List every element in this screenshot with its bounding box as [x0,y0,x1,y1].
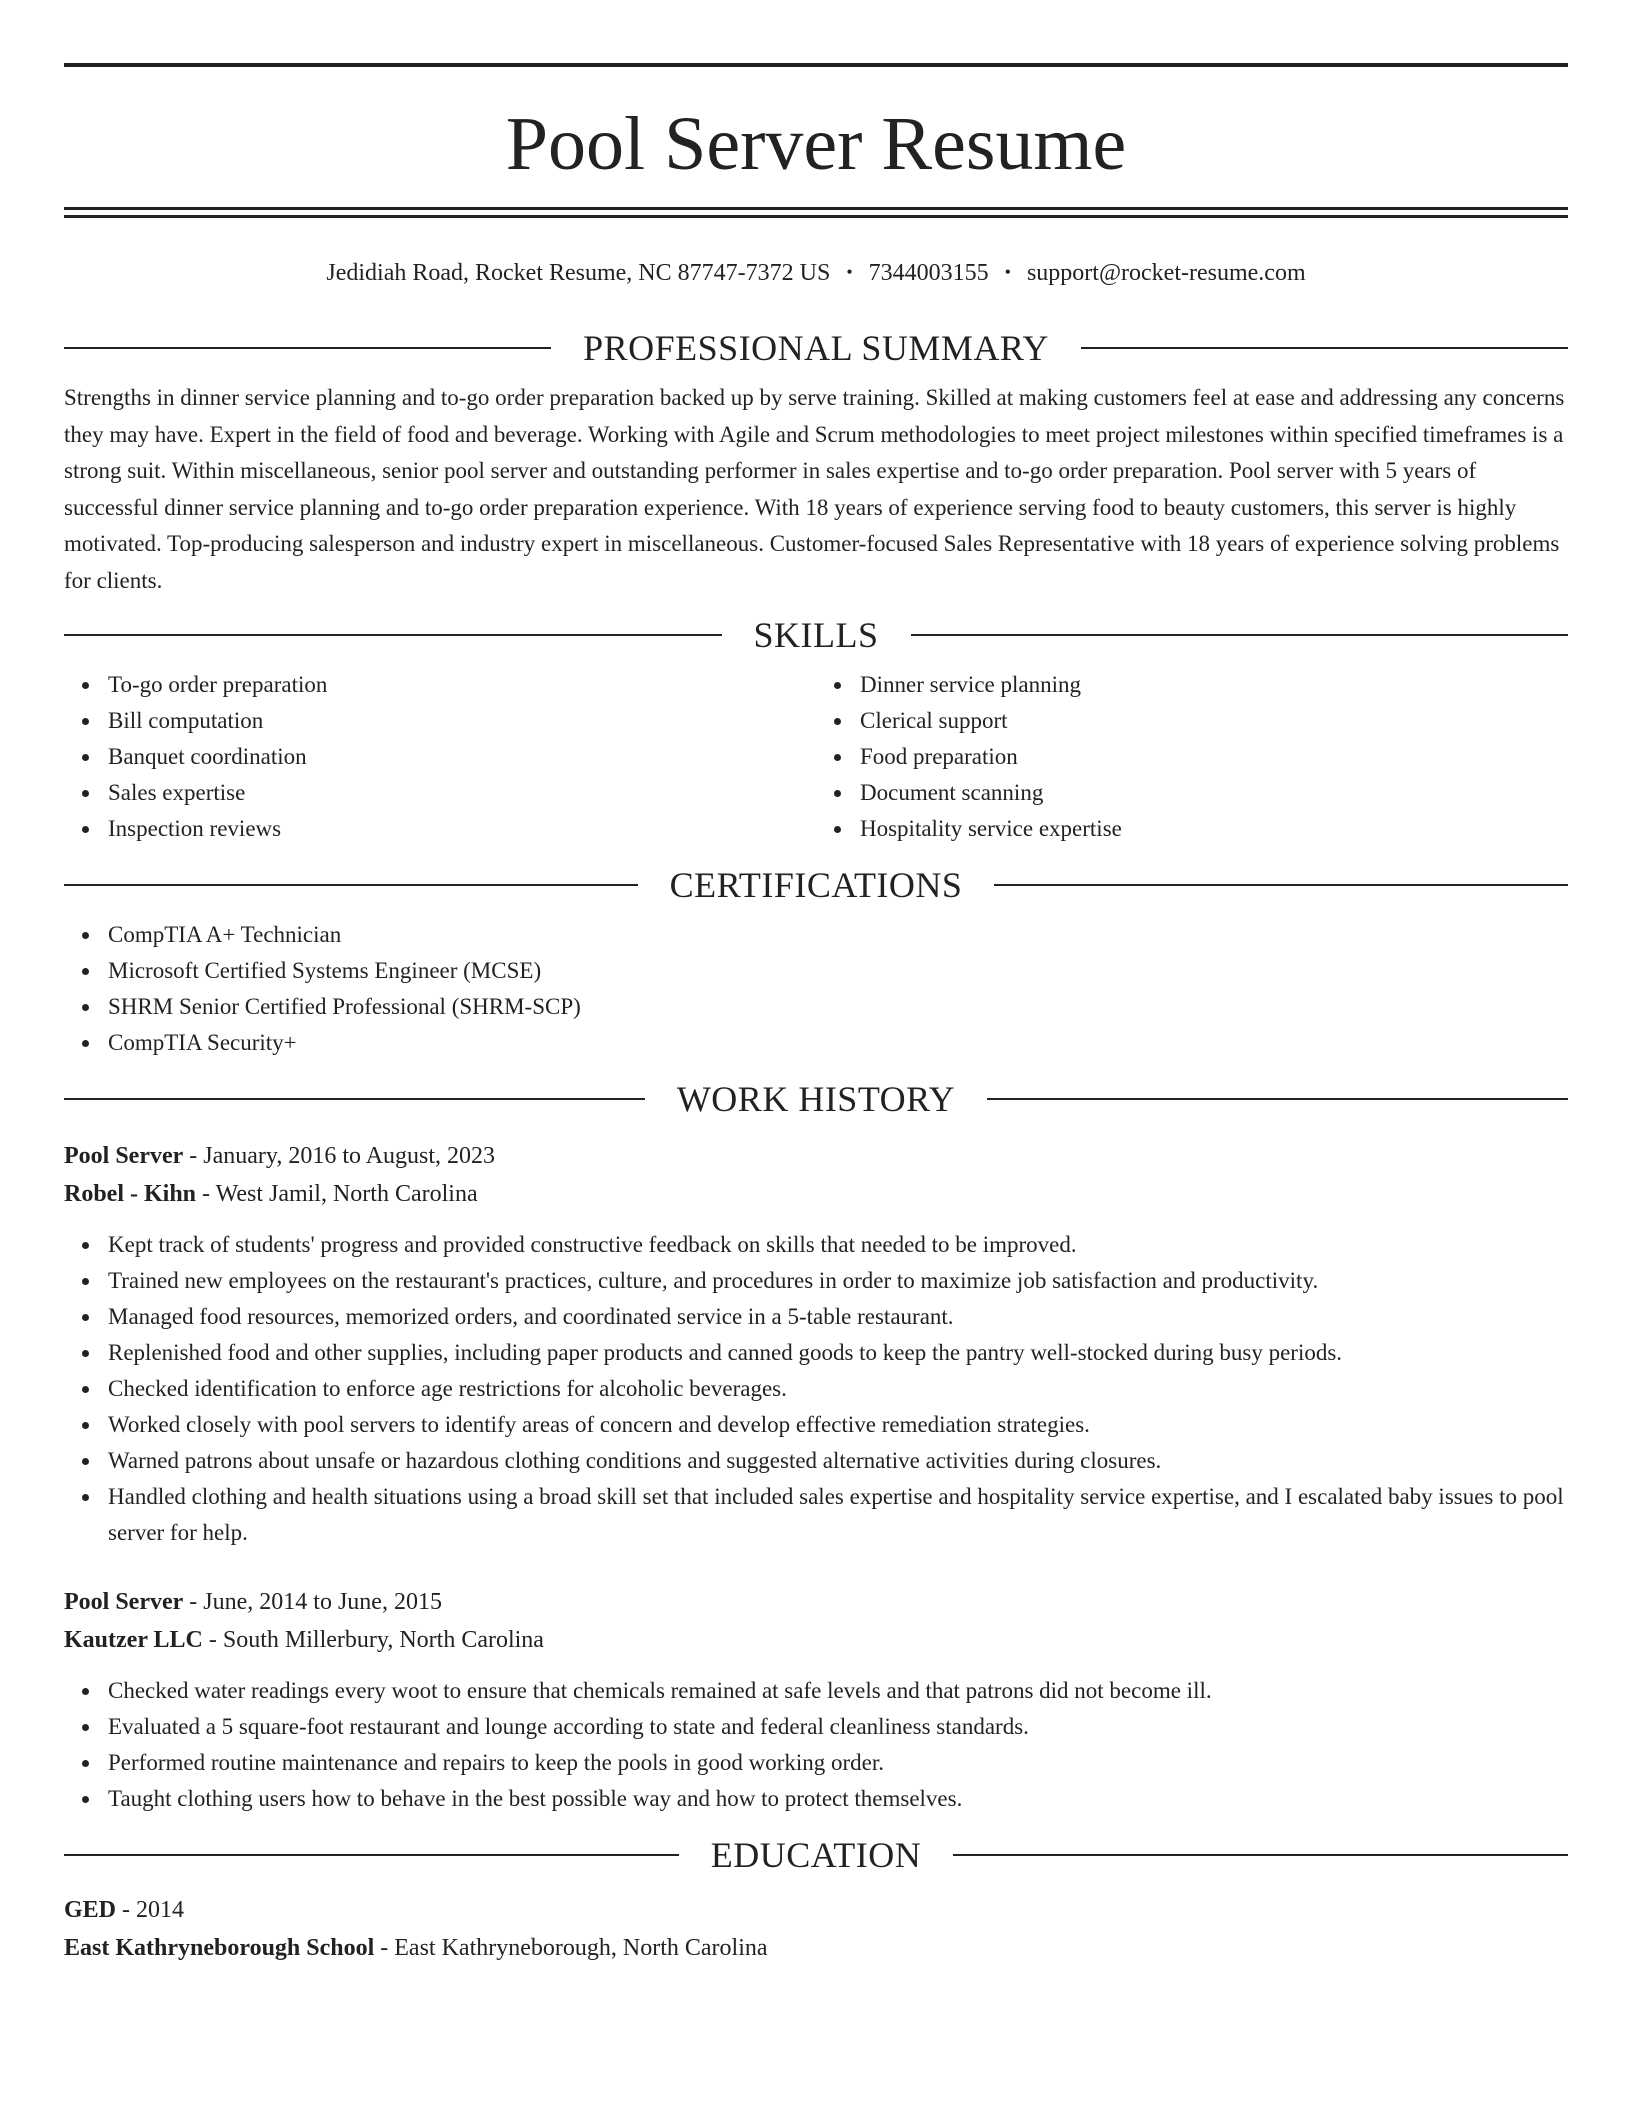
skill-item: Food preparation [860,739,1568,775]
heading-rule [64,1854,679,1856]
contact-phone: 7344003155 [868,260,989,286]
heading-rule [64,1098,645,1100]
certification-item: CompTIA A+ Technician [108,917,1568,953]
certification-item: CompTIA Security+ [108,1025,1568,1061]
contact-line [64,256,1568,288]
contact-separator: • [1004,262,1011,282]
section-title-summary: PROFESSIONAL SUMMARY [583,328,1049,368]
education-year: - 2014 [116,1897,185,1923]
job-bullet: Checked identification to enforce age restrictions for alcoholic beverages. [108,1371,1568,1407]
resume-title: Pool Server Resume [505,102,1127,186]
job-company-line [64,1621,1568,1659]
section-title-education: EDUCATION [710,1835,922,1875]
heading-rule [1081,347,1568,349]
heading-rule [911,634,1569,636]
summary-text: Strengths in dinner service planning and to-go order preparation backed up by serve training. Skilled at making customers feel at ease and addressing any concerns they may have. Expert in the field of food and beverage. Working with Agile and Scrum methodologies to meet project milestones within specified timeframes is a strong suit. Within miscellaneous, senior pool server and outstanding performer in sales expertise and to-go order preparation. Pool server with 5 years of successful dinner service planning and to-go order preparation experience. With 18 years of experience serving food to beauty customers, this server is highly motivated. Top-producing salesperson and industry expert in miscellaneous. Customer-focused Sales Representative with 18 years of experience solving problems for clients. [64,385,1565,593]
contact-address: Jedidiah Road, Rocket Resume, NC 87747-7372 US [326,260,831,286]
heading-rule [987,1098,1568,1100]
top-rule [64,63,1568,67]
skills-column-left [64,667,816,847]
job-company: Robel - Kihn [64,1181,197,1207]
skill-item: Document scanning [860,775,1568,811]
job-bullet: Managed food resources, memorized orders, and coordinated service in a 5-table restaurant. [108,1299,1568,1335]
job-bullet: Worked closely with pool servers to identify areas of concern and develop effective remediation strategies. [108,1407,1568,1443]
section-heading-summary [64,326,1568,370]
job-bullet: Checked water readings every woot to ensure that chemicals remained at safe levels and that patrons did not become ill. [108,1673,1568,1709]
job-bullet: Trained new employees on the restaurant's practices, culture, and procedures in order to maximize job satisfaction and productivity. [108,1263,1568,1299]
job-bullet: Taught clothing users how to behave in the best possible way and how to protect themselves. [108,1781,1568,1817]
skill-item: Banquet coordination [108,739,816,775]
section-heading-work [64,1077,1568,1121]
resume-page [64,0,1568,1967]
heading-rule [953,1854,1568,1856]
job-company: Kautzer LLC [64,1627,203,1653]
education-degree-line [64,1891,1568,1929]
heading-rule [64,347,551,349]
skill-item: Sales expertise [108,775,816,811]
job-bullet: Evaluated a 5 square-foot restaurant and lounge according to state and federal cleanliness standards. [108,1709,1568,1745]
contact-email: support@rocket-resume.com [1026,260,1306,286]
certifications-list [64,917,1568,1061]
job-bullets [64,1227,1568,1551]
heading-rule [994,884,1568,886]
skill-item: Dinner service planning [860,667,1568,703]
skill-item: Clerical support [860,703,1568,739]
job-company-line [64,1175,1568,1213]
job-dates: - June, 2014 to June, 2015 [183,1589,442,1615]
skill-item: Hospitality service expertise [860,811,1568,847]
job-dates: - January, 2016 to August, 2023 [183,1143,496,1169]
job-title-line [64,1583,1568,1621]
job-bullets [64,1673,1568,1817]
job-bullet: Handled clothing and health situations using a broad skill set that included sales expertise and hospitality service expertise, and I escalated baby issues to pool server for help. [108,1479,1568,1551]
contact-separator: • [846,262,853,282]
skill-item: Inspection reviews [108,811,816,847]
job-bullet: Warned patrons about unsafe or hazardous clothing conditions and suggested alternative activities during closures. [108,1443,1568,1479]
title-double-rule [64,207,1568,218]
job-title: Pool Server [64,1589,184,1615]
heading-rule [64,884,638,886]
section-title-certifications: CERTIFICATIONS [669,865,963,905]
job-location: - West Jamil, North Carolina [196,1181,478,1207]
job-title-line [64,1137,1568,1175]
education-degree: GED [64,1897,117,1923]
job-entry [64,1583,1568,1817]
job-bullet: Replenished food and other supplies, including paper products and canned goods to keep the pantry well-stocked during busy periods. [108,1335,1568,1371]
heading-rule [64,634,722,636]
skills-list [64,667,1568,847]
education-school-line [64,1929,1568,1967]
section-heading-education [64,1833,1568,1877]
skills-column-right [816,667,1568,847]
skill-item: Bill computation [108,703,816,739]
education-entry [64,1891,1568,1967]
education-school: East Kathryneborough School [64,1935,375,1961]
job-title: Pool Server [64,1143,184,1169]
certification-item: SHRM Senior Certified Professional (SHRM-SCP) [108,989,1568,1025]
job-location: - South Millerbury, North Carolina [202,1627,544,1653]
job-bullet: Kept track of students' progress and provided constructive feedback on skills that needed to be improved. [108,1227,1568,1263]
job-bullet: Performed routine maintenance and repairs to keep the pools in good working order. [108,1745,1568,1781]
education-location: - East Kathryneborough, North Carolina [374,1935,768,1961]
job-entry [64,1137,1568,1551]
certification-item: Microsoft Certified Systems Engineer (MCSE) [108,953,1568,989]
skill-item: To-go order preparation [108,667,816,703]
section-title-skills: SKILLS [753,615,879,655]
section-heading-skills [64,613,1568,657]
section-title-work: WORK HISTORY [676,1079,956,1119]
section-heading-certifications [64,863,1568,907]
